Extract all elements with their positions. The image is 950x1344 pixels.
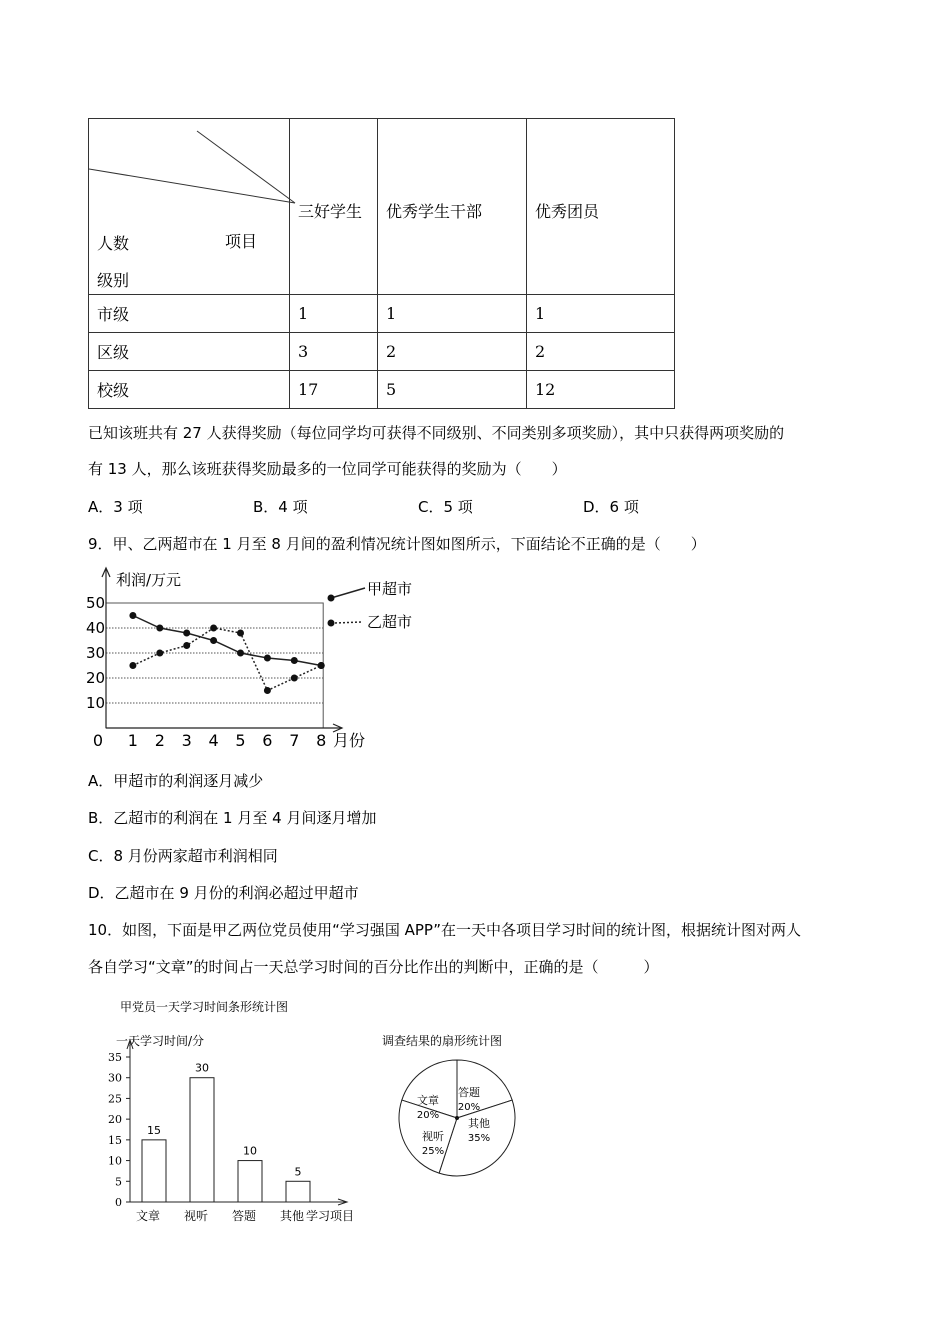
q8-option-c: C．5 项 bbox=[418, 498, 473, 516]
bar bbox=[190, 1078, 214, 1202]
pie-slice-percent: 25% bbox=[421, 1146, 445, 1157]
header-count-label: 人数 bbox=[97, 234, 130, 253]
bar-chart-ylabel: 一天学习时间/分 bbox=[116, 1034, 205, 1048]
x-tick-label: 8 bbox=[316, 731, 327, 750]
q8-option-b: B．4 项 bbox=[253, 498, 308, 516]
bar bbox=[238, 1161, 262, 1202]
x-tick-label: 1 bbox=[127, 731, 138, 750]
q8-option-d: D．6 项 bbox=[583, 498, 639, 516]
y-tick-label: 5 bbox=[115, 1175, 122, 1189]
bar-chart-title: 甲党员一天学习时间条形统计图 bbox=[120, 1000, 289, 1014]
pie-slice-label: 文章 bbox=[417, 1094, 439, 1107]
data-point bbox=[237, 650, 244, 657]
bar-value-label: 15 bbox=[147, 1123, 161, 1137]
data-point bbox=[264, 655, 271, 662]
origin-label: 0 bbox=[92, 731, 104, 750]
q10-text-line2: 各自学习“文章”的时间占一天总学习时间的百分比作出的判断中，正确的是（ ） bbox=[88, 958, 659, 976]
y-tick-label: 50 bbox=[86, 594, 106, 612]
row-level: 市级 bbox=[89, 295, 290, 333]
data-point bbox=[210, 637, 217, 644]
pie-slice-percent: 20% bbox=[416, 1110, 440, 1121]
q9-option-a: A．甲超市的利润逐月减少 bbox=[88, 772, 264, 790]
line-chart-ylabel: 利润/万元 bbox=[116, 571, 182, 589]
header-item-label: 项目 bbox=[225, 232, 258, 251]
data-point bbox=[264, 687, 271, 694]
pie-slice-percent: 35% bbox=[467, 1133, 491, 1144]
x-category-label: 文章 bbox=[135, 1209, 161, 1223]
table-row bbox=[89, 371, 675, 409]
q9-option-c: C．8 月份两家超市利润相同 bbox=[88, 847, 278, 865]
data-point bbox=[156, 625, 163, 632]
data-point bbox=[129, 612, 136, 619]
table-cell: 2 bbox=[527, 333, 675, 371]
y-tick-label: 40 bbox=[86, 619, 106, 637]
x-tick-label: 2 bbox=[154, 731, 165, 750]
row-level: 校级 bbox=[89, 371, 290, 409]
y-tick-label: 35 bbox=[108, 1051, 122, 1064]
q9-stem: 9．甲、乙两超市在 1 月至 8 月间的盈利情况统计图如图所示，下面结论不正确的是（ ） bbox=[88, 535, 706, 553]
table-cell: 17 bbox=[290, 371, 378, 409]
q9-option-d: D．乙超市在 9 月份的利润必超过甲超市 bbox=[88, 884, 359, 902]
x-category-label: 其他 bbox=[279, 1209, 305, 1223]
y-tick-label: 30 bbox=[108, 1071, 122, 1085]
bar-value-label: 10 bbox=[243, 1144, 257, 1158]
bar bbox=[286, 1181, 310, 1202]
table-cell: 3 bbox=[290, 333, 378, 371]
data-point bbox=[318, 662, 325, 669]
x-tick-label: 5 bbox=[235, 731, 246, 750]
line-chart-xlabel: 月份 bbox=[333, 731, 366, 750]
table-cell: 1 bbox=[527, 295, 675, 333]
q8-text-line2: 有 13 人，那么该班获得奖励最多的一位同学可能获得的奖励为（ ） bbox=[88, 460, 567, 478]
line-chart-legend bbox=[328, 580, 413, 631]
x-tick-label: 3 bbox=[181, 731, 192, 750]
line-chart-grid bbox=[106, 603, 323, 728]
data-point bbox=[129, 662, 136, 669]
legend-label-yi: 乙超市 bbox=[367, 613, 413, 631]
y-tick-label: 25 bbox=[108, 1092, 122, 1106]
x-category-label: 答题 bbox=[231, 1209, 257, 1223]
y-tick-label: 10 bbox=[108, 1154, 122, 1168]
data-point bbox=[237, 630, 244, 637]
y-tick-label: 20 bbox=[108, 1113, 122, 1127]
pie-slice-label: 视听 bbox=[422, 1130, 444, 1143]
legend-marker-jia bbox=[328, 595, 335, 602]
table-cell: 2 bbox=[378, 333, 527, 371]
q10-text-line1: 10．如图，下面是甲乙两位党员使用“学习强国 APP”在一天中各项目学习时间的统计图，根据统计图对两人 bbox=[88, 921, 802, 939]
legend-label-jia: 甲超市 bbox=[367, 580, 413, 598]
data-point bbox=[291, 657, 298, 664]
q8-option-a: A．3 项 bbox=[88, 498, 143, 516]
x-category-label: 视听 bbox=[183, 1209, 209, 1223]
table-cell: 12 bbox=[527, 371, 675, 409]
y-tick-label: 20 bbox=[86, 669, 106, 687]
study-time-bar-chart bbox=[80, 995, 380, 1230]
data-point bbox=[183, 630, 190, 637]
pie-slice-label: 其他 bbox=[468, 1117, 490, 1130]
x-tick-label: 4 bbox=[208, 731, 219, 750]
data-point bbox=[156, 650, 163, 657]
x-tick-label: 6 bbox=[262, 731, 273, 750]
data-point bbox=[210, 625, 217, 632]
y-tick-label: 10 bbox=[86, 694, 106, 712]
table-row bbox=[89, 333, 675, 371]
column-header: 优秀团员 bbox=[527, 119, 675, 295]
table-cell: 1 bbox=[290, 295, 378, 333]
header-level-label: 级别 bbox=[97, 271, 130, 290]
y-tick-label: 0 bbox=[115, 1196, 122, 1209]
table-cell: 1 bbox=[378, 295, 527, 333]
bar-chart-bars bbox=[142, 1062, 310, 1202]
data-point bbox=[183, 642, 190, 649]
table-row bbox=[89, 295, 675, 333]
pie-chart-title: 调查结果的扇形统计图 bbox=[382, 1034, 503, 1048]
row-level: 区级 bbox=[89, 333, 290, 371]
data-point bbox=[291, 675, 298, 682]
table-header-row bbox=[89, 119, 675, 295]
y-tick-label: 30 bbox=[86, 644, 106, 662]
bar-value-label: 30 bbox=[195, 1061, 209, 1075]
bar-value-label: 5 bbox=[294, 1165, 302, 1179]
diagonal-header-cell bbox=[89, 119, 290, 295]
table-cell: 5 bbox=[378, 371, 527, 409]
survey-pie-chart bbox=[370, 1025, 540, 1215]
pie-center-dot bbox=[455, 1116, 459, 1120]
legend-marker-yi bbox=[328, 620, 335, 627]
q9-option-b: B．乙超市的利润在 1 月至 4 月间逐月增加 bbox=[88, 809, 377, 827]
y-tick-label: 15 bbox=[108, 1133, 122, 1147]
column-header: 优秀学生干部 bbox=[378, 119, 527, 295]
pie-slice-label: 答题 bbox=[458, 1086, 480, 1099]
bar-chart-xlabel: 学习项目 bbox=[306, 1209, 355, 1223]
profit-line-chart bbox=[80, 565, 440, 760]
awards-table bbox=[88, 118, 675, 409]
x-tick-label: 7 bbox=[289, 731, 300, 750]
column-header: 三好学生 bbox=[290, 119, 378, 295]
line-chart-axes bbox=[102, 568, 342, 732]
pie-slice-percent: 20% bbox=[457, 1102, 481, 1113]
line-chart-ticks bbox=[86, 594, 326, 750]
q8-text-line1: 已知该班共有 27 人获得奖励（每位同学均可获得不同级别、不同类别多项奖励），其中只获得两项奖励的 bbox=[88, 424, 785, 442]
bar bbox=[142, 1140, 166, 1202]
line-chart-frame bbox=[106, 603, 323, 728]
